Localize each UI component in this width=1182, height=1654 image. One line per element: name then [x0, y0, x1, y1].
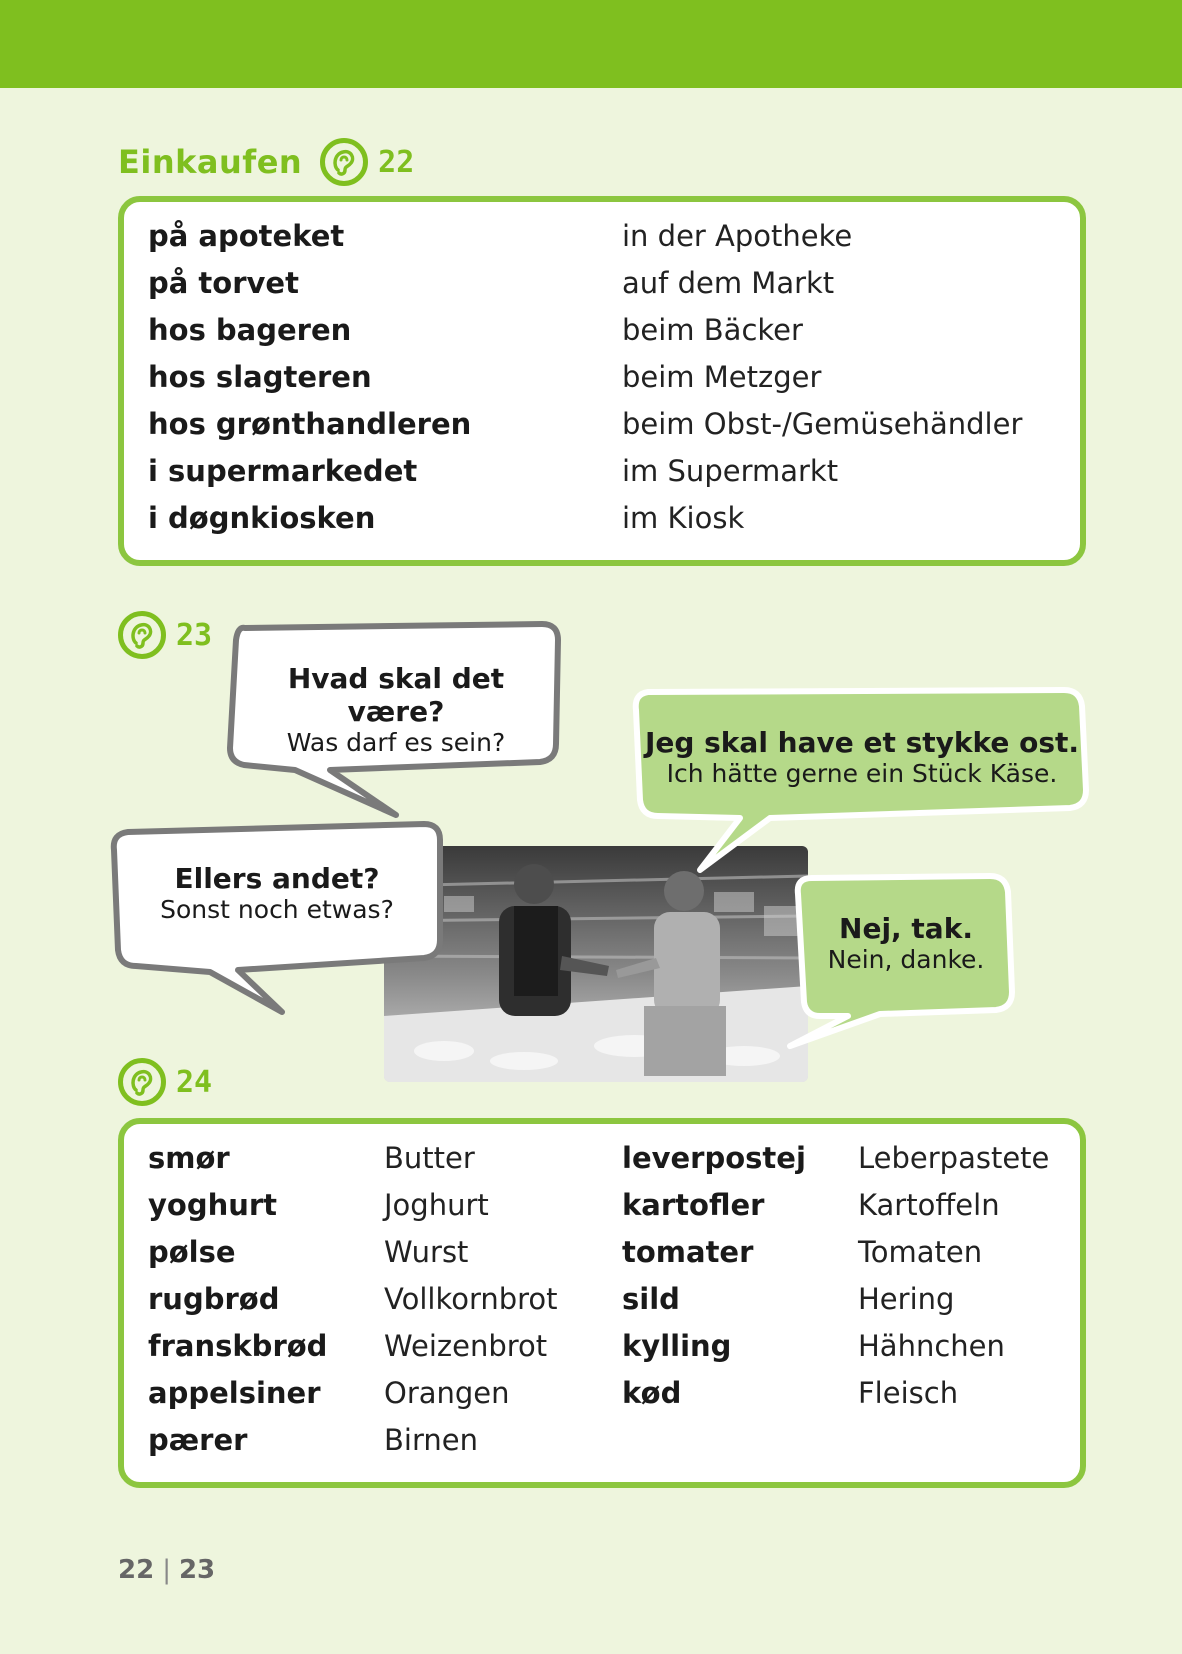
phrase-german: Sonst noch etwas?: [160, 895, 394, 924]
phrase-danish: Nej, tak.: [839, 912, 973, 945]
food-term-german: Weizenbrot: [384, 1329, 548, 1363]
track-number: 23: [176, 617, 213, 653]
place-term-danish: på apoteket: [148, 219, 345, 253]
place-term-german: im Supermarkt: [622, 454, 839, 488]
food-term-german: Hähnchen: [858, 1329, 1005, 1363]
food-term-danish: rugbrød: [148, 1282, 280, 1316]
food-term-danish: sild: [622, 1282, 680, 1316]
food-term-german: Birnen: [384, 1423, 478, 1457]
food-term-german: Wurst: [384, 1235, 469, 1269]
page-number-right: 23: [178, 1555, 216, 1585]
phrase-danish: Ellers andet?: [174, 862, 380, 895]
place-term-danish: på torvet: [148, 266, 299, 300]
place-term-danish: hos slagteren: [148, 360, 372, 394]
section-title: Einkaufen: [118, 143, 303, 181]
food-term-danish: smør: [148, 1141, 230, 1175]
food-term-german: Fleisch: [858, 1376, 959, 1410]
food-term-danish: kylling: [622, 1329, 732, 1363]
page-number-left: 22: [118, 1555, 155, 1585]
food-term-german: Tomaten: [858, 1235, 983, 1269]
food-term-german: Leberpastete: [858, 1141, 1050, 1175]
food-term-danish: leverpostej: [622, 1141, 806, 1175]
section-header-24: [118, 1058, 212, 1106]
food-term-danish: kartofler: [622, 1188, 765, 1222]
page-separator: |: [162, 1555, 171, 1585]
food-term-german: Kartoffeln: [858, 1188, 1000, 1222]
food-term-danish: appelsiner: [148, 1376, 321, 1410]
bubble-text-1: [236, 662, 556, 757]
food-term-danish: kød: [622, 1376, 682, 1410]
bubble-text-4: [804, 912, 1008, 974]
place-term-german: auf dem Markt: [622, 266, 835, 300]
place-term-german: beim Metzger: [622, 360, 822, 394]
place-term-german: im Kiosk: [622, 501, 745, 535]
bubble-text-2: [640, 726, 1084, 788]
phrase-german: Ich hätte gerne ein Stück Käse.: [666, 759, 1058, 788]
place-term-german: in der Apotheke: [622, 219, 853, 253]
phrase-danish: Jeg skal have et stykke ost.: [644, 726, 1080, 759]
food-term-german: Vollkornbrot: [384, 1282, 558, 1316]
food-term-danish: pølse: [148, 1235, 236, 1269]
food-term-german: Butter: [384, 1141, 475, 1175]
food-term-danish: pærer: [148, 1423, 248, 1457]
place-term-german: beim Bäcker: [622, 313, 803, 347]
place-term-german: beim Obst-/Gemüsehändler: [622, 407, 1023, 441]
food-term-german: Joghurt: [384, 1188, 489, 1222]
place-term-danish: hos grønthandleren: [148, 407, 472, 441]
food-term-danish: tomater: [622, 1235, 754, 1269]
food-term-danish: franskbrød: [148, 1329, 328, 1363]
place-term-danish: i døgnkiosken: [148, 501, 376, 535]
ear-audio-icon[interactable]: [118, 1058, 166, 1106]
page-numbers: [118, 1555, 215, 1585]
food-term-german: Hering: [858, 1282, 955, 1316]
food-term-danish: yoghurt: [148, 1188, 278, 1222]
food-term-german: Orangen: [384, 1376, 510, 1410]
place-term-danish: hos bageren: [148, 313, 352, 347]
phrase-german: Was darf es sein?: [286, 728, 506, 757]
track-number: 22: [378, 144, 415, 180]
phrase-danish: Hvad skal det være?: [287, 662, 505, 728]
place-term-danish: i supermarkedet: [148, 454, 418, 488]
track-number: 24: [176, 1064, 213, 1100]
phrase-german: Nein, danke.: [827, 945, 985, 974]
bubble-text-3: [118, 862, 436, 924]
